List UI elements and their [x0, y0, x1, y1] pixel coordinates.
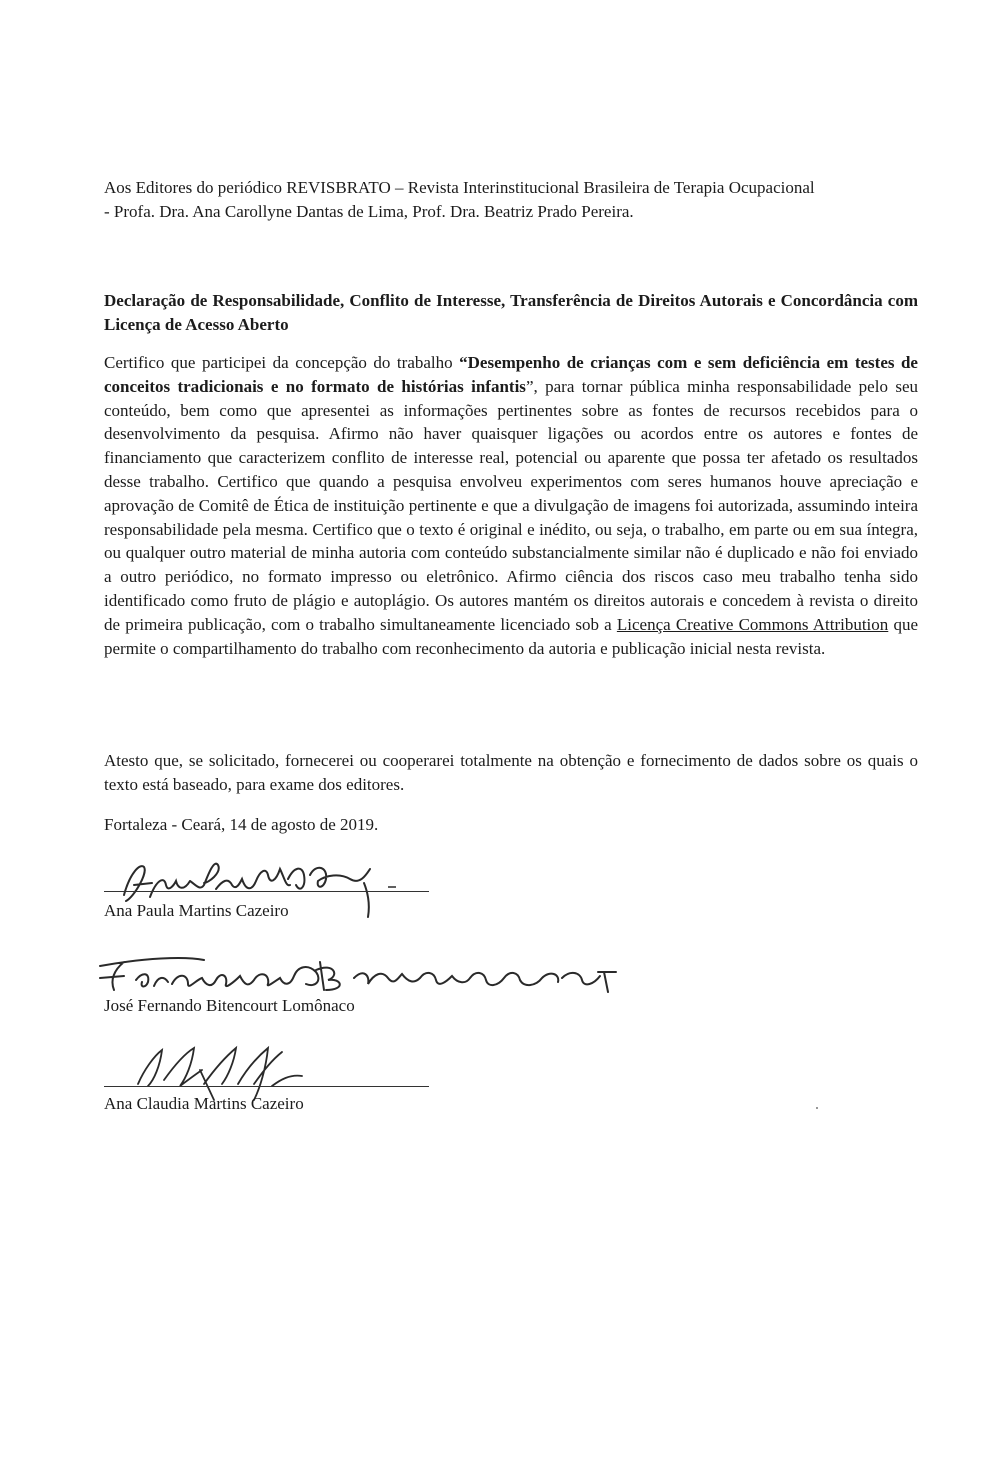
place-date: Fortaleza - Ceará, 14 de agosto de 2019.	[104, 815, 379, 834]
body-intro: Certifico que participei da concepção do trabalho	[104, 353, 460, 372]
signatory-name-3: Ana Claudia Martins Cazeiro	[104, 1094, 304, 1113]
signature-block-1	[104, 845, 434, 925]
body-main: ”, para tornar pública minha responsabilidade pelo seu conteúdo, bem como que apresentei as informações pertinentes sobre as fontes de recursos recebidos para o desenvolvimento da pesquisa. Afirmo não haver quaisquer ligações ou acordos entre os autores e fontes de financiamento que caracterizem conflito de interesse real, potencial ou aparente que possa ter afetado os resultados desse trabalho. Certifico que quando a pesquisa envolveu experimentos com seres humanos houve apreciação e aprovação de Comitê de Ética de instituição pertinente e que a divulgação de imagens foi autorizada, assumindo inteira responsabilidade pela mesma. Certifico que o texto é original e inédito, ou seja, o trabalho, em parte ou em sua íntegra, ou qualquer outro material de minha autoria com conteúdo substancialmente similar não é duplicado e não foi enviado a outro periódico, no formato impresso ou eletrônico. Afirmo ciência dos riscos caso meu trabalho tenha sido identificado como fruto de plágio e autoplágio. Os autores mantém os direitos autorais e concedem à revista o direito de primeira publicação, com o trabalho simultaneamente licenciado sob a	[104, 376, 919, 634]
body-end: que permite o compartilhamento do trabalho com reconhecimento da autoria e publicação inicial nesta revista.	[104, 614, 918, 658]
declaration-body	[104, 351, 918, 660]
signature-block-3	[104, 1040, 434, 1120]
signatory-name-1: Ana Paula Martins Cazeiro	[104, 901, 289, 920]
license-link[interactable]: Licença Creative Commons Attribution	[616, 614, 889, 634]
addressee-journal: Aos Editores do periódico REVISBRATO – Revista Interinstitucional Brasileira de Terapia Ocupacional	[104, 178, 815, 197]
signature-block-2	[104, 950, 664, 1020]
addressee	[104, 176, 918, 223]
paper-speck	[816, 1107, 818, 1109]
addressee-editors: - Profa. Dra. Ana Carollyne Dantas de Lima, Prof. Dra. Beatriz Prado Pereira.	[104, 201, 634, 221]
declaration-heading: Declaração de Responsabilidade, Conflito de Interesse, Transferência de Direitos Autorais e Concordância com Licença de Acesso Aberto	[104, 291, 918, 334]
signatory-name-2: José Fernando Bitencourt Lomônaco	[104, 996, 355, 1015]
attest-paragraph: Atesto que, se solicitado, fornecerei ou cooperarei totalmente na obtenção e fornecimento de dados sobre os quais o texto está baseado, para exame dos editores.	[104, 751, 918, 794]
work-title: “Desempenho de crianças com e sem deficiência em testes de conceitos tradicionais e no formato de histórias infantis	[104, 353, 918, 396]
